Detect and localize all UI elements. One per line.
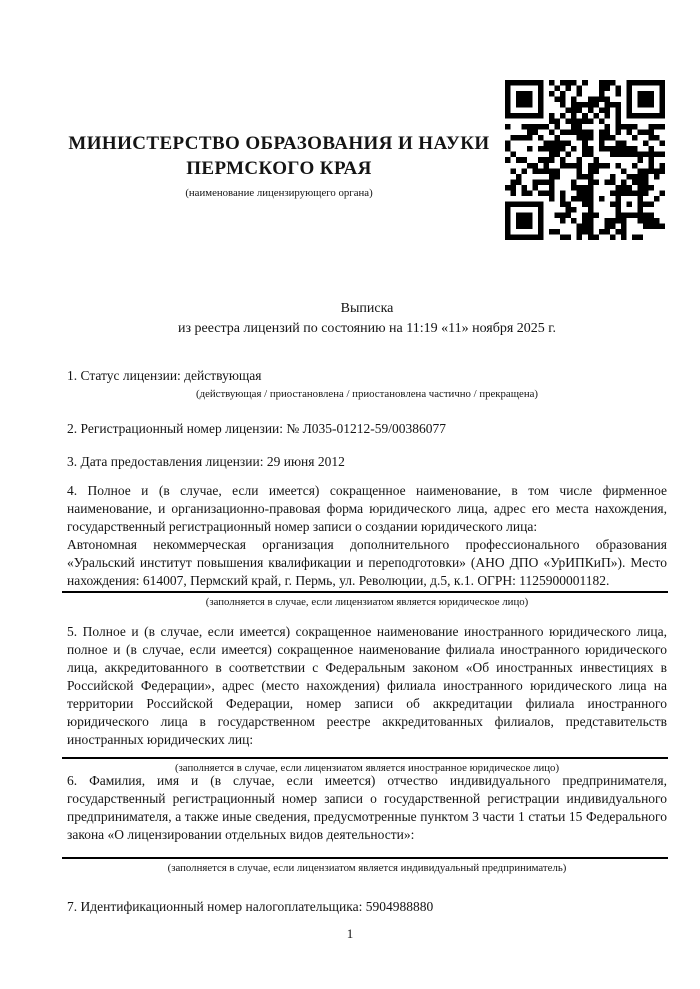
document-subtitle: из реестра лицензий по состоянию на 11:19 «11» ноября 2025 г. [178,321,556,336]
status-caption: (действующая / приостановлена / приостановлена частично / прекращена) [196,388,538,400]
status-text: 1. Статус лицензии: действующая [67,368,262,383]
legal-entity-caption: (заполняется в случае, если лицензиатом является юридическое лицо) [205,596,529,608]
item-6-individual [67,772,667,875]
item-5-foreign-entity [67,623,667,775]
document-title: Выписка [340,301,394,316]
item-4-legal-entity [67,482,667,609]
fill-in-rule [62,591,668,593]
legal-entity-value: Автономная некоммерческая организация дополнительного профессионального образования «Уральский институт повышения квалификации и переподготовки» (АНО ДПО «УрИПКиП»). Место нахождения: 614007, Пермский край, г. Пермь, ул. Революции, д.5, к.1. ОГРН: 1125900001182. [67,537,667,588]
item-2-reg-number: 2. Регистрационный номер лицензии: № Л035-01212-59/00386077 [67,421,447,436]
ministry-subtitle: (наименование лицензирующего органа) [185,187,373,199]
ministry-title-line2: ПЕРМСКОГО КРАЯ [186,158,372,179]
document-title-block [67,299,667,339]
foreign-entity-text: 5. Полное и (в случае, если имеется) сокращенное наименование иностранного юридического лица, полное и (в случае, если имеется) сокращенное наименование филиала иностранного юридического лица, аккредитованного в соответствии с Федеральным законом «Об иностранных инвестициях в Российской Федерации», адрес (место нахождения) филиала иностранного юридического лица на территории Российской Федерации, номер записи об аккредитации филиала иностранного юридического лица в государственном реестре аккредитованных филиалов, представительств иностранных юридических лиц: [67,624,667,747]
foreign-entity-caption: (заполняется в случае, если лицензиатом является иностранное юридическое лицо) [174,762,560,774]
individual-caption: (заполняется в случае, если лицензиатом является индивидуальный предприниматель) [167,862,567,874]
item-7-inn: 7. Идентификационный номер налогоплательщика: 5904988880 [67,899,434,914]
fill-in-rule [62,757,668,759]
page-number: 1 [346,926,354,941]
fill-in-rule [62,857,668,859]
item-3-grant-date: 3. Дата предоставления лицензии: 29 июня 2012 [67,454,345,469]
item-1-status [67,367,667,401]
ministry-header [67,131,491,200]
ministry-title-line1: МИНИСТЕРСТВО ОБРАЗОВАНИЯ И НАУКИ [68,133,490,154]
qr-code [505,80,665,240]
legal-entity-text: 4. Полное и (в случае, если имеется) сокращенное наименование, в том числе фирменное наименование, и организационно-правовая форма юридического лица, адрес его места нахождения, государственный регистрационный номер записи о создании юридического лица: [67,483,667,534]
individual-text: 6. Фамилия, имя и (в случае, если имеется) отчество индивидуального предпринимателя, государственный регистрационный номер записи о государственной регистрации индивидуального предпринимателя, а также иные сведения, предусмотренные пунктом 3 части 1 статьи 15 Федерального закона «О лицензировании отдельных видов деятельности»: [67,773,667,842]
